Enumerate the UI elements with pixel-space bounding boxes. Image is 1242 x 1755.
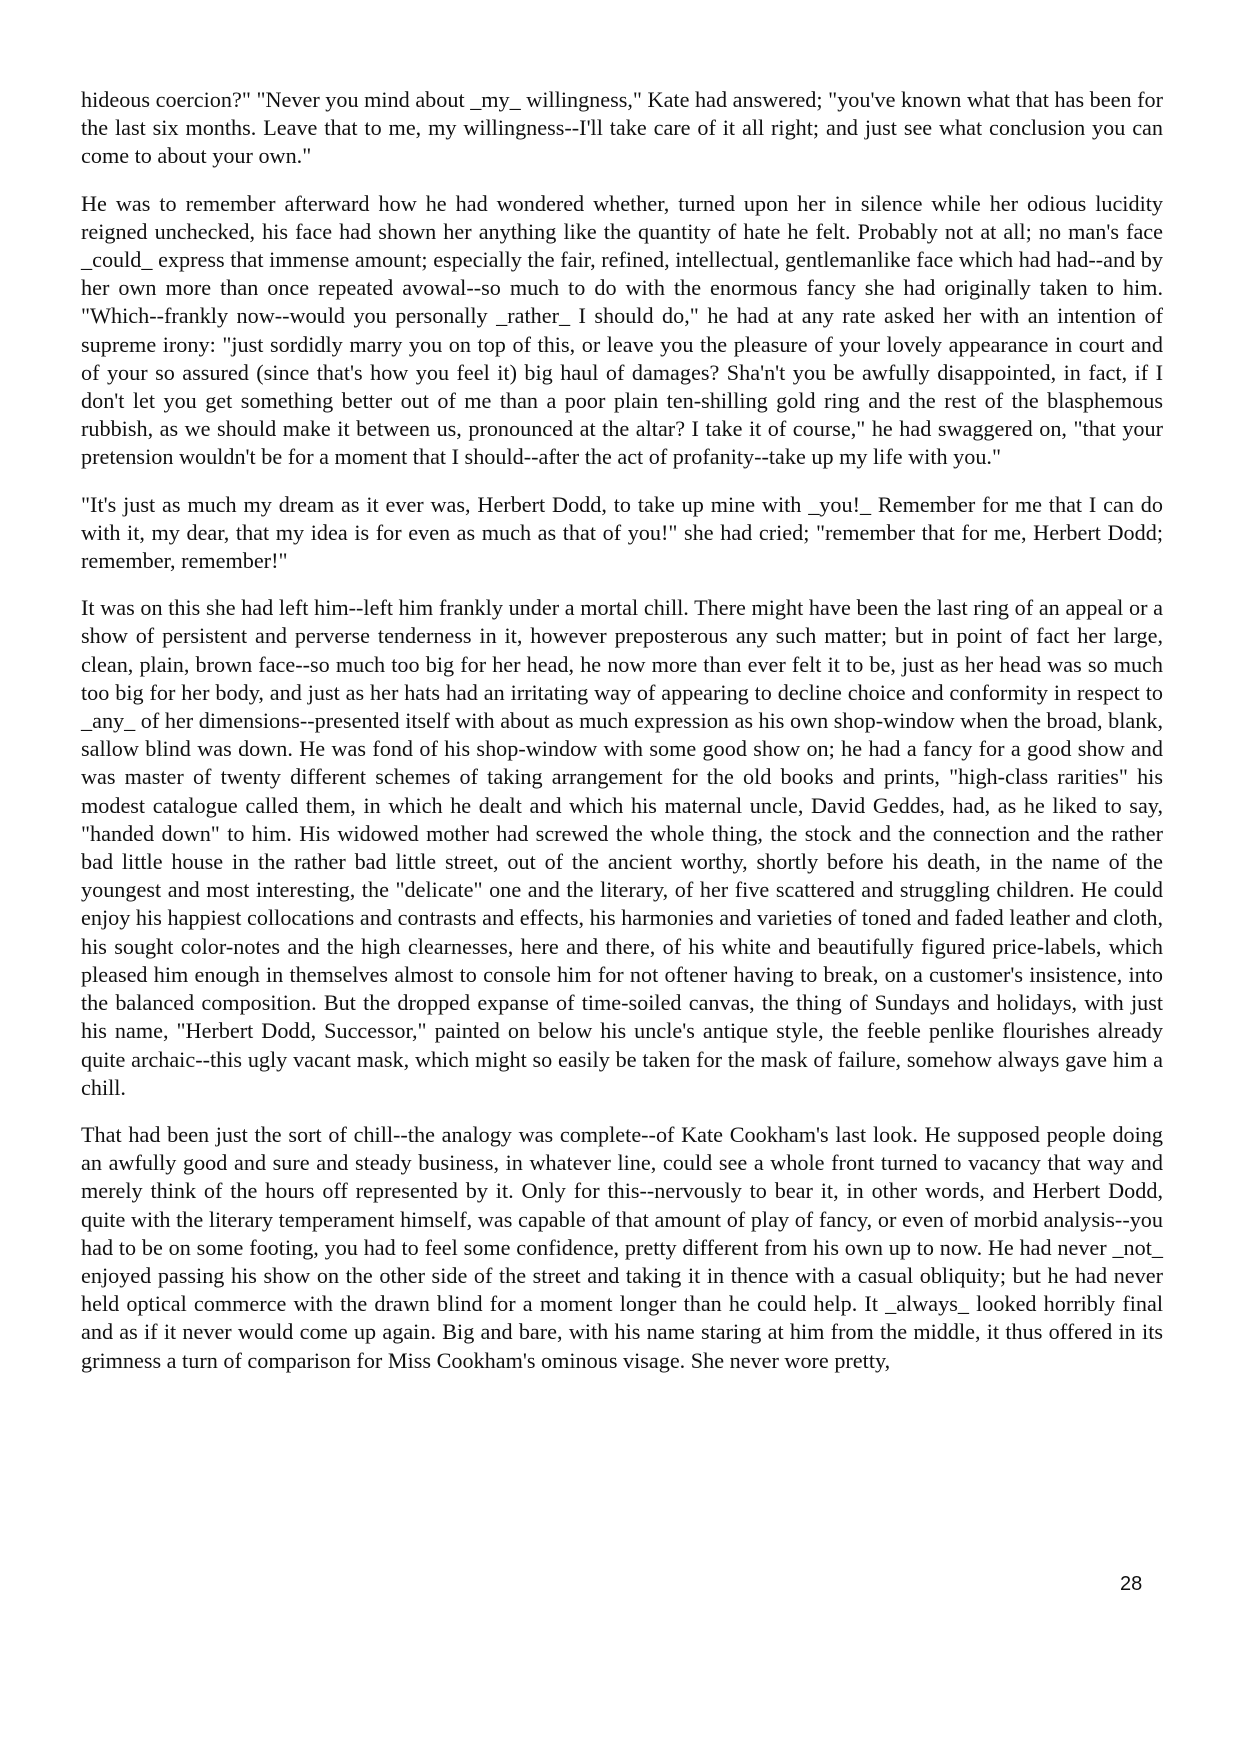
paragraph-5: That had been just the sort of chill--the analogy was complete--of Kate Cookham's last look. He supposed people doing an awfully good and sure and steady business, in whatever line, could see a whole front turned to vacancy that way and merely think of the hours off represented by it. Only for this--nervously to bear it, in other words, and Herbert Dodd, quite with the literary temperament himself, was capable of that amount of play of fancy, or even of morbid analysis--you had to be on some footing, you had to feel some confidence, pretty different from his own up to now. He had never _not_ enjoyed passing his show on the other side of the street and taking it in thence with a casual obliquity; but he had never held optical commerce with the drawn blind for a moment longer than he could help. It _always_ looked horribly final and as if it never would come up again. Big and bare, with his name staring at him from the middle, it thus offered in its grimness a turn of comparison for Miss Cookham's ominous visage. She never wore pretty,: [81, 1121, 1163, 1373]
paragraph-1: hideous coercion?" "Never you mind about _my_ willingness," Kate had answered; "you've known what that has been for the last six months. Leave that to me, my willingness--I'll take care of it all right; and just see what conclusion you can come to about your own.": [81, 87, 1163, 169]
page-body: [81, 86, 1163, 1394]
paragraph-2: He was to remember afterward how he had wondered whether, turned upon her in silence while her odious lucidity reigned unchecked, his face had shown her anything like the quantity of hate he felt. Probably not at all; no man's face _could_ express that immense amount; especially the fair, refined, intellectual, gentlemanlike face which had had--and by her own more than once repeated avowal--so much to do with the enormous fancy she had originally taken to him. "Which--frankly now--would you personally _rather_ I should do," he had at any rate asked her with an intention of supreme irony: "just sordidly marry you on top of this, or leave you the pleasure of your lovely appearance in court and of your so assured (since that's how you feel it) big haul of damages? Sha'n't you be awfully disappointed, in fact, if I don't let you get something better out of me than a poor plain ten-shilling gold ring and the rest of the blasphemous rubbish, as we should make it between us, pronounced at the altar? I take it of course," he had swaggered on, "that your pretension wouldn't be for a moment that I should--after the act of profanity--take up my life with you.": [81, 190, 1163, 470]
paragraph-3: "It's just as much my dream as it ever was, Herbert Dodd, to take up mine with _you!_ Remember for me that I can do with it, my dear, that my idea is for even as much as that of you!" she had cried; "remember that for me, Herbert Dodd; remember, remember!": [81, 491, 1163, 574]
page-number: 28: [1120, 1573, 1143, 1595]
paragraph-4: It was on this she had left him--left him frankly under a mortal chill. There might have been the last ring of an appeal or a show of persistent and perverse tenderness in it, however preposterous any such matter; but in point of fact her large, clean, plain, brown face--so much too big for her head, he now more than ever felt it to be, just as her head was so much too big for her body, and just as her hats had an irritating way of appearing to decline choice and conformity in respect to _any_ of her dimensions--presented itself with about as much expression as his own shop-window when the broad, blank, sallow blind was down. He was fond of his shop-window with some good show on; he had a fancy for a good show and was master of twenty different schemes of taking arrangement for the old books and prints, "high-class rarities" his modest catalogue called them, in which he dealt and which his maternal uncle, David Geddes, had, as he liked to say, "handed down" to him. His widowed mother had screwed the whole thing, the stock and the connection and the rather bad little house in the rather bad little street, out of the ancient worthy, shortly before his death, in the name of the youngest and most interesting, the "delicate" one and the literary, of her five scattered and struggling children. He could enjoy his happiest collocations and contrasts and effects, his harmonies and varieties of toned and faded leather and cloth, his sought color-notes and the high clearnesses, here and there, of his white and beautifully figured price-labels, which pleased him enough in themselves almost to console him for not oftener having to break, on a customer's insistence, into the balanced composition. But the dropped expanse of time-soiled canvas, the thing of Sundays and holidays, with just his name, "Herbert Dodd, Successor," painted on below his uncle's antique style, the feeble penlike flourishes already quite archaic--this ugly vacant mask, which might so easily be taken for the mask of failure, somehow always gave him a chill.: [81, 595, 1163, 1100]
